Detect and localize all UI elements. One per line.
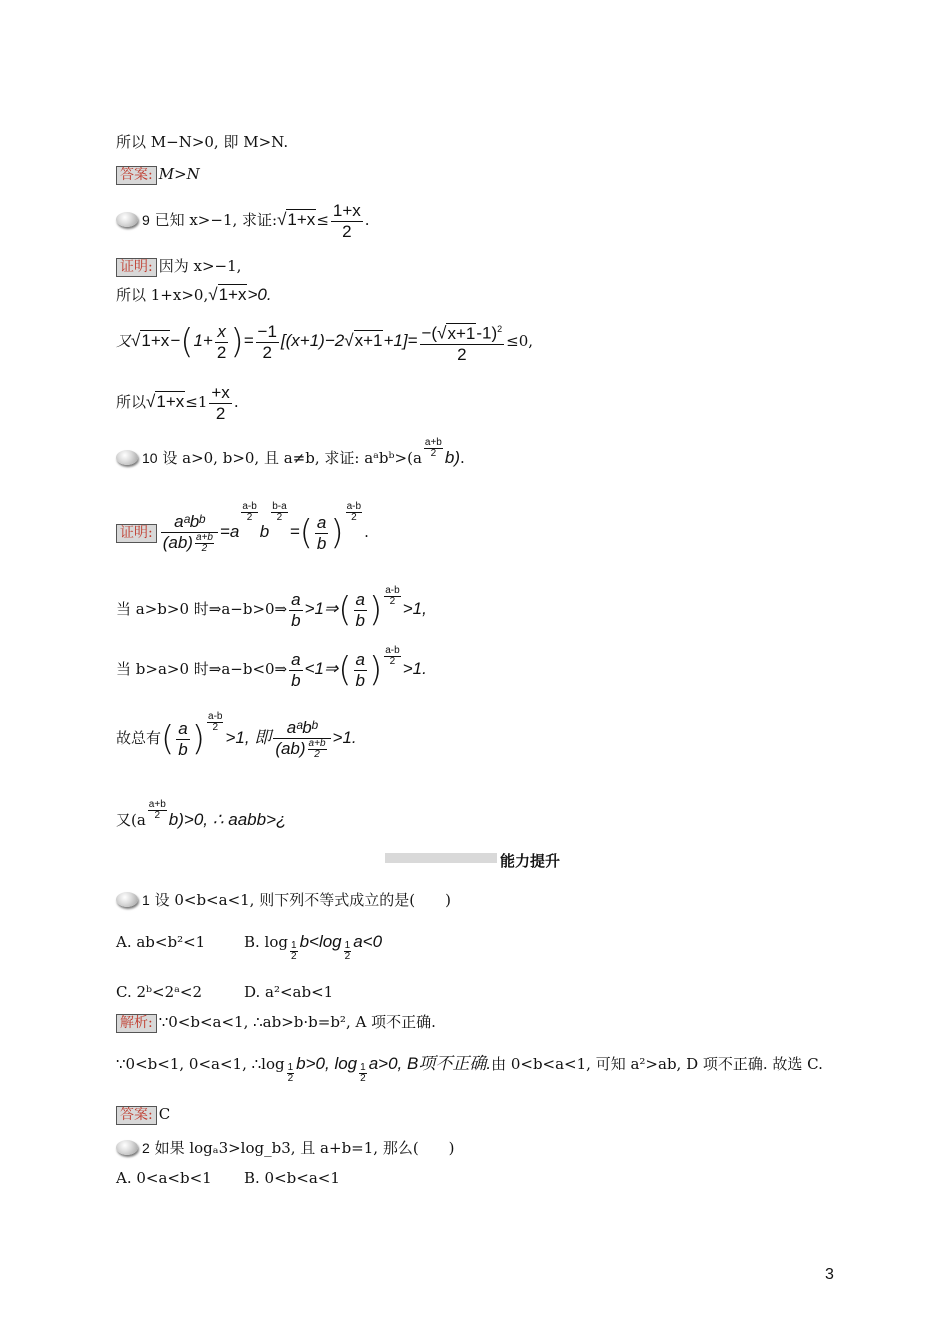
proof-10-line-3 [116,646,427,693]
exponent-fraction: $\frac{a-b}{2}$ [385,645,400,667]
question-number: 2 [142,1140,150,1156]
answer-text: M>N [158,165,200,183]
proof-text: [(x+1)−2 [280,331,345,350]
question-bullet-icon [116,892,138,907]
question-text: 如果 logₐ3>log_b3, 且 a+b=1, 那么( ) [154,1139,455,1157]
conclusion-text: 所以 M−N>0, 即 M>N. [116,133,289,151]
proof-10-line-2 [116,586,427,633]
proof-text: >1. [332,728,357,747]
proof-10-line-1 [116,502,369,563]
subscript-fraction: $\frac{1}{2}$ [287,1062,294,1084]
proof-text: 所以 1+x>0, [116,286,209,304]
proof-text: +1]= [383,331,418,350]
analysis-text: 由 0<b<a<1, 可知 a²>ab, D 项不正确. 故选 C. [491,1055,823,1073]
analysis-line-2 [116,1044,823,1084]
question-bullet-icon [116,450,138,465]
question-2 [116,1138,455,1158]
proof-text: 1+ [193,331,213,350]
answer-tag: 答案: [116,1106,157,1125]
proof-text: 所以 [116,393,147,411]
proof-text: >1, 即 [225,728,272,747]
fraction: $\frac{-1}{2}$ [257,321,277,362]
equals: = [243,331,254,350]
fraction: $\frac{a}{b}$ [355,649,365,690]
exponent-fraction: $\frac{a+b}{2}$ [148,799,166,821]
proof-text: >0, ∴ aabb>¿ [183,810,287,829]
leq-symbol: ≤1 [185,393,208,411]
proof-text: 因为 x>−1, [158,257,242,275]
paren: ( [180,322,194,362]
proof-text: 又 [116,332,132,350]
proof-text: b) [444,448,460,467]
question-number: 10 [142,450,158,466]
sqrt-expression: √x+1 [344,331,383,350]
proof-text: b [259,522,270,541]
period: . [364,211,370,229]
proof-10-line-5 [116,800,286,840]
proof-text: >0. [247,285,272,304]
proof-10-line-4 [116,712,357,765]
options-row-2 [116,982,333,1002]
option-d: D. a²<ab<1 [244,983,334,1001]
proof-text: =a [219,522,240,541]
question-text: 已知 x>−1, 求证: [154,211,278,229]
proof-text: 故总有 [116,729,162,747]
question-number: 9 [142,212,150,228]
answer-text: C [158,1105,171,1123]
answer-line [116,164,200,185]
question-text: 设 a>0, b>0, 且 a≠b, 求证: aᵃbᵇ>(a [162,449,422,467]
proof-text: >1, [402,599,427,618]
options-row-3 [116,1168,340,1188]
paren: ) [368,590,383,630]
proof-text: 当 a>b>0 时⇒a−b>0⇒ [116,600,288,618]
analysis-text: a>0, B项不正确. [368,1054,492,1073]
proof-9-line-4 [116,380,239,424]
paren: ) [230,322,244,362]
option-b: B. 0<b<a<1 [244,1169,340,1187]
fraction: aᵃbᵇ (ab) $\frac{a+b}{2}$ [273,718,330,760]
exponent-fraction: $\frac{b-a}{2}$ [272,501,287,523]
analysis-text: ∵0<b<1, 0<a<1, ∴log [116,1055,285,1073]
analysis-text: ∵0<b<a<1, ∴ab>b·b=b², A 项不正确. [158,1013,436,1031]
analysis-text: b>0, log [296,1054,358,1073]
period: . [233,393,239,411]
proof-tag: 证明: [116,258,157,277]
proof-tag: 证明: [116,524,157,543]
text-line [116,132,288,152]
exponent-fraction: $\frac{a-b}{2}$ [208,711,223,733]
sqrt-expression: √1+x [131,331,170,350]
answer-tag: 答案: [116,166,157,185]
proof-text: b) [168,810,184,829]
fraction: $\frac{-(√x+1-1)^2}{2}$ [420,319,505,365]
proof-text: 当 b>a>0 时⇒a−b<0⇒ [116,660,288,678]
exponent-fraction: $\frac{a-b}{2}$ [242,501,257,523]
page-number: 3 [825,1266,834,1283]
fraction: $\frac{a}{b}$ [291,649,301,690]
fraction: $\frac{a}{b}$ [178,718,188,759]
analysis-tag: 解析: [116,1014,157,1033]
sqrt-expression: √1+x [277,210,316,229]
option-c: C. 2ᵇ<2ᵃ<2 [116,983,203,1001]
exponent-fraction: $\frac{a-b}{2}$ [346,501,362,523]
period: . [460,449,465,467]
proof-9-line-3 [116,318,533,365]
fraction: aᵃbᵇ (ab) $\frac{a+b}{2}$ [161,512,218,554]
period: . [364,523,369,541]
proof-text: 又(a [116,811,146,829]
option-a: A. ab<b²<1 [116,933,206,951]
question-bullet-icon [116,1140,138,1155]
answer-line [116,1104,170,1125]
proof-text: >1. [402,659,427,678]
fraction: $\frac{a}{b}$ [355,589,365,630]
question-number: 1 [142,892,150,908]
paren: ) [330,513,344,553]
paren: ) [368,650,383,690]
options-row-1 [116,922,382,962]
fraction: $\frac{x}{2}$ [216,321,227,362]
minus: − [170,331,181,350]
equals: = [289,522,300,541]
paren: ) [191,719,206,759]
proof-text: <1⇒ [304,659,339,678]
leq-symbol: ≤ [316,211,329,229]
question-10 [116,438,465,478]
sqrt-expression: √1+x [208,285,247,304]
fraction: $\frac{+x}{2}$ [211,382,230,423]
paren: ( [338,590,352,630]
option-b: B. log $\frac{1}{2}$ b<log $\frac{1}{2}$ a<0 [244,932,383,962]
proof-text: ≤0, [506,332,534,350]
proof-9-line-2 [116,285,272,305]
sqrt-expression: √1+x [146,392,185,411]
analysis-line-1 [116,1012,436,1033]
question-text: 设 0<b<a<1, 则下列不等式成立的是( ) [154,891,451,909]
question-bullet-icon [116,212,138,227]
fraction: $\frac{a}{b}$ [291,589,301,630]
question-1 [116,890,451,910]
question-9 [116,200,370,242]
exponent-fraction: $\frac{a+b}{2}$ [424,437,442,459]
fraction: $\frac{1+x}{2}$ [332,200,361,241]
paren: ( [299,513,313,553]
proof-9-line-1 [116,256,241,277]
proof-text: >1⇒ [304,599,339,618]
section-title: 能力提升 [500,852,561,870]
option-a: A. 0<a<b<1 [116,1169,212,1187]
paren: ( [161,719,175,759]
subscript-fraction: $\frac{1}{2}$ [360,1062,366,1084]
section-bar [385,853,497,863]
exponent-fraction: $\frac{a-b}{2}$ [385,585,400,607]
paren: ( [338,650,352,690]
fraction: $\frac{a}{b}$ [316,512,327,553]
